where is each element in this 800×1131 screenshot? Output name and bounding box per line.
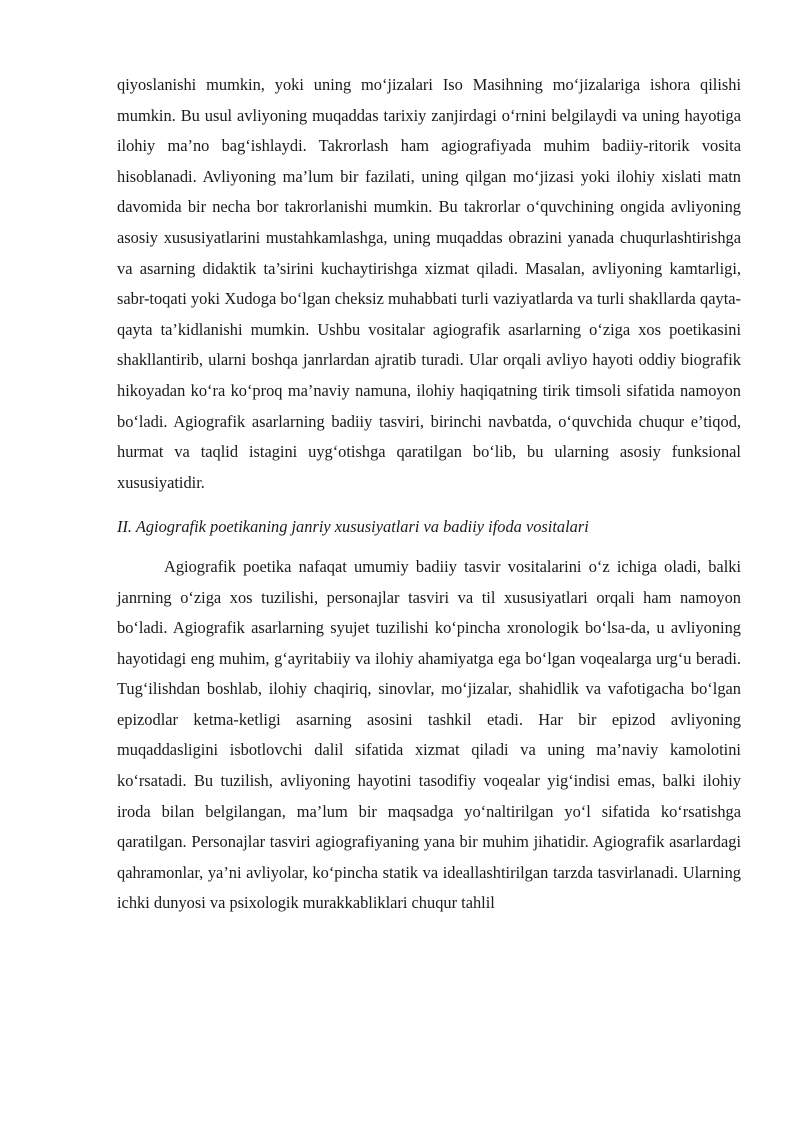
- section-heading: II. Agiografik poetikaning janriy xususiyatlari va badiiy ifoda vositalari: [117, 517, 589, 537]
- body-paragraph: qiyoslanishi mumkin, yoki uning mo‘jizalari Iso Masihning mo‘jizalariga ishora qilishi mumkin. Bu usul avliyoning muqaddas tarixiy zanjirdagi o‘rnini belgilaydi va uning hayotiga ilohiy ma’no bag‘ishlaydi. Takrorlash ham agiografiyada muhim badiiy-ritorik vosita hisoblanadi. Avliyoning ma’lum bir fazilati, uning qilgan mo‘jizasi yoki ilohiy xislati matn davomida bir necha bor takrorlanishi mumkin. Bu takrorlar o‘quvchining ongida avliyoning asosiy xususiyatlarini mustahkamlashga, uning muqaddas obrazini yanada chuqurlashtirishga va asarning didaktik ta’sirini kuchaytirishga xizmat qiladi. Masalan, avliyoning kamtarligi, sabr-toqati yoki Xudoga bo‘lgan cheksiz muhabbati turli vaziyatlarda va turli shakllarda qayta-qayta ta’kidlanishi mumkin. Ushbu vositalar agiografik asarlarning o‘ziga xos poetikasini shakllantirib, ularni boshqa janrlardan ajratib turadi. Ular orqali avliyo hayoti oddiy biografik hikoyadan ko‘ra ko‘proq ma’naviy namuna, ilohiy haqiqatning tirik timsoli sifatida namoyon bo‘ladi. Agiografik asarlarning badiiy tasviri, birinchi navbatda, o‘quvchida chuqur e’tiqod, hurmat va taqlid istagini uyg‘otishga qaratilgan bo‘lib, bu ularning asosiy funksional xususiyatidir.: [117, 75, 741, 492]
- body-paragraph: Agiografik poetika nafaqat umumiy badiiy tasvir vositalarini o‘z ichiga oladi, balki janrning o‘ziga xos tuzilishi, personajlar tasviri va til xususiyatlari orqali ham namoyon bo‘ladi. Agiografik asarlarning syujet tuzilishi ko‘pincha xronologik bo‘lsa-da, u avliyoning hayotidagi eng muhim, g‘ayritabiiy va ilohiy ahamiyatga ega bo‘lgan voqealarga urg‘u beradi. Tug‘ilishdan boshlab, ilohiy chaqiriq, sinovlar, mo‘jizalar, shahidlik va vafotigacha bo‘lgan epizodlar ketma-ketligi asarning asosini tashkil etadi. Har bir epizod avliyoning muqaddasligini isbotlovchi dalil sifatida xizmat qiladi va uning ma’naviy kamolotini ko‘rsatadi. Bu tuzilish, avliyoning hayotini tasodifiy voqealar yig‘indisi emas, balki ilohiy iroda bilan belgilangan, ma’lum bir maqsadga yo‘naltirilgan yo‘l sifatida ko‘rsatishga qaratilgan. Personajlar tasviri agiografiyaning yana bir muhim jihatidir. Agiografik asarlardagi qahramonlar, ya’ni avliyolar, ko‘pincha statik va ideallashtirilgan tarzda tasvirlanadi. Ularning ichki dunyosi va psixologik murakkabliklari chuqur tahlil: [117, 556, 741, 913]
- page-content: [117, 70, 741, 919]
